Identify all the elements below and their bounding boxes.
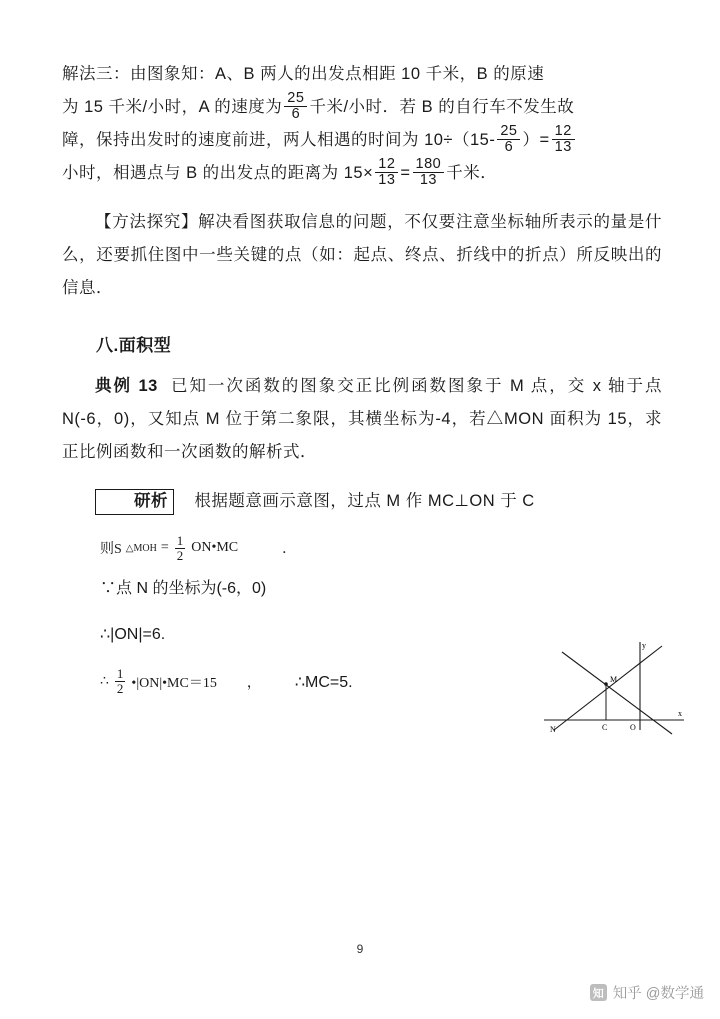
fraction-25-6-b: $\frac{25}{6}$ bbox=[497, 124, 520, 155]
figure-label-n: N bbox=[550, 725, 556, 734]
watermark-logo-icon: 知 bbox=[590, 984, 607, 1001]
watermark bbox=[590, 982, 704, 1003]
step1-subscript: △MOH bbox=[125, 542, 157, 554]
figure-label-o: O bbox=[630, 723, 636, 732]
solution-line4-part1: 小时，相遇点与 B 的出发点的距离为 15× bbox=[62, 164, 374, 182]
step1-equals: = bbox=[160, 540, 169, 556]
step4-tail: ∴MC=5. bbox=[294, 673, 353, 691]
step3-text: ∴|ON|=6. bbox=[100, 625, 166, 643]
solution-line2-part1: 为 15 千米/小时，A 的速度为 bbox=[62, 98, 283, 116]
analysis-paragraph bbox=[62, 485, 662, 518]
step4-comma: ， bbox=[246, 675, 261, 691]
example-text: 已知一次函数的图象交正比例函数图象于 M 点，交 x 轴于点 N(-6，0)，又知点 M 位于第二象限，其横坐标为-4，若△MON 面积为 15，求正比例函数和一次函数的解析式． bbox=[62, 377, 662, 461]
solution-line3-part2: ）= bbox=[522, 131, 550, 149]
step4-rest: •|ON|•MC＝15 bbox=[131, 675, 217, 691]
document-body bbox=[62, 58, 662, 710]
fraction-1-2: $\frac{1}{2}$ bbox=[176, 533, 184, 563]
fraction-180-13: $\frac{180}{13}$ bbox=[413, 157, 445, 188]
step-point-n bbox=[100, 576, 662, 602]
method-exploration-paragraph bbox=[62, 206, 662, 305]
watermark-label: 知乎 @数学通 bbox=[612, 986, 704, 1002]
method-exploration-text: 解决看图获取信息的问题，不仅要注意坐标轴所表示的量是什么，还要抓住图中一些关键的点（如：起点、终点、折线中的折点）所反映出的信息． bbox=[62, 213, 662, 297]
solution-line2-part2: 千米/小时．若 B 的自行车不发生故 bbox=[309, 98, 575, 116]
coordinate-diagram-svg bbox=[522, 638, 692, 748]
figure-label-y: y bbox=[642, 641, 646, 650]
analysis-tag: 研析 bbox=[95, 489, 174, 515]
step4-prefix: ∴ bbox=[100, 674, 109, 690]
solution-line4-part2: = bbox=[400, 164, 411, 182]
figure-label-x: x bbox=[678, 709, 682, 718]
solution-line1: 解法三：由图象知：A、B 两人的出发点相距 10 千米，B 的原速 bbox=[62, 65, 545, 83]
fraction-1-2-b: $\frac{1}{2}$ bbox=[116, 666, 124, 697]
method-exploration-tag: 【方法探究】 bbox=[95, 213, 199, 231]
coordinate-diagram bbox=[522, 638, 692, 748]
step1-prefix: 则S bbox=[100, 542, 122, 558]
fraction-12-13-b: $\frac{12}{13}$ bbox=[375, 157, 398, 188]
step-area-formula bbox=[100, 534, 662, 562]
fraction-25-6: $\frac{25}{6}$ bbox=[284, 91, 307, 122]
figure-label-c: C bbox=[602, 723, 608, 732]
section-heading bbox=[62, 331, 662, 356]
step2-text: ∵点 N 的坐标为(-6，0) bbox=[100, 580, 267, 598]
example-label: 典例 13 bbox=[95, 377, 158, 395]
page-number: 9 bbox=[356, 942, 364, 956]
fraction-12-13: $\frac{12}{13}$ bbox=[552, 124, 575, 155]
solution-line4-part3: 千米． bbox=[446, 164, 498, 182]
section-number: 八. bbox=[96, 336, 119, 355]
analysis-text: 根据题意画示意图，过点 M 作 MC⊥ON 于 C bbox=[194, 492, 535, 510]
solution-three-paragraph bbox=[62, 58, 662, 190]
solution-line3-part1: 障，保持出发时的速度前进，两人相遇的时间为 10÷（15- bbox=[62, 131, 496, 149]
step1-rest: ON•MC bbox=[191, 540, 239, 556]
example-paragraph bbox=[62, 370, 662, 469]
figure-label-m: M bbox=[610, 675, 618, 684]
step1-period: ． bbox=[282, 542, 297, 558]
section-title: 面积型 bbox=[118, 336, 172, 355]
